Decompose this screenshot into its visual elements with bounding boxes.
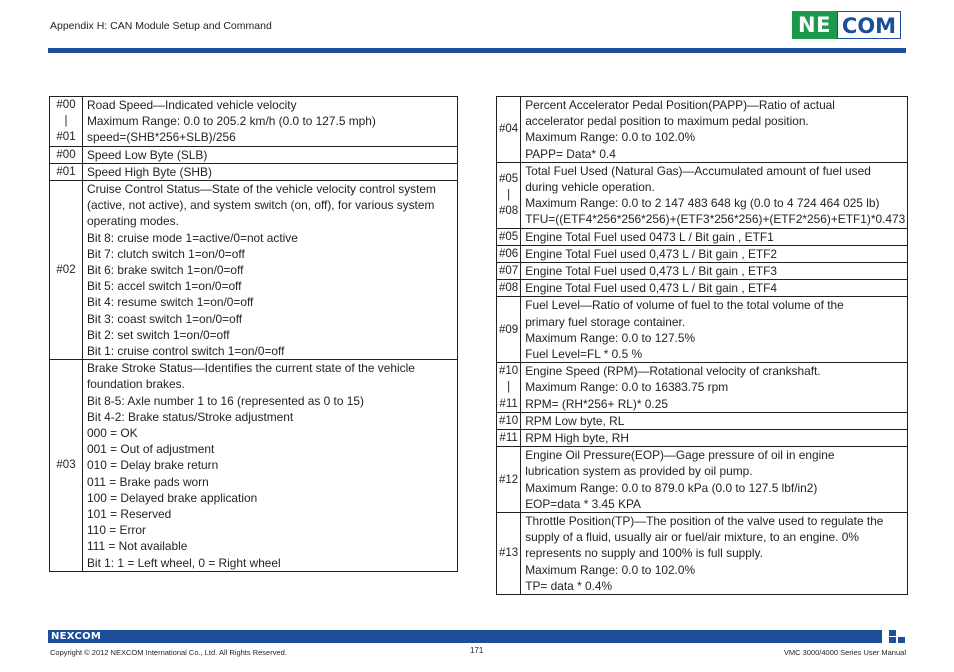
- description-line: Maximum Range: 0.0 to 16383.75 rpm: [525, 380, 729, 395]
- description-line: Engine Oil Pressure(EOP)—Gage pressure of oil in engine: [525, 448, 835, 463]
- description-line: lubrication system as provided by oil pump.: [525, 464, 753, 479]
- description-line: Bit 5: accel switch 1=on/0=off: [87, 279, 242, 294]
- manual-name: VMC 3000/4000 Series User Manual: [783, 648, 906, 657]
- table-row: [497, 363, 908, 413]
- description-line: Bit 1: 1 = Left wheel, 0 = Right wheel: [87, 555, 281, 570]
- byte-id: #06: [499, 247, 519, 260]
- description-line: 001 = Out of adjustment: [87, 442, 215, 457]
- description-line: Bit 1: cruise control switch 1=on/0=off: [87, 344, 285, 359]
- byte-id: #00: [56, 148, 76, 161]
- description-line: Bit 2: set switch 1=on/0=off: [87, 327, 230, 342]
- description-cell: [83, 163, 458, 180]
- description-line: Fuel Level=FL * 0.5 %: [525, 347, 643, 362]
- byte-id: #10: [499, 365, 519, 378]
- table-row: [497, 297, 908, 363]
- byte-id-cell: [497, 297, 521, 363]
- description-cell: [521, 412, 908, 429]
- description-cell: [521, 280, 908, 297]
- byte-id: #08: [499, 282, 519, 295]
- byte-id: #04: [499, 123, 519, 136]
- description-line: Maximum Range: 0.0 to 205.2 km/h (0.0 to 127.5 mph): [87, 114, 376, 129]
- description-cell: [83, 360, 458, 572]
- description-cell: [521, 263, 908, 280]
- byte-id: #05: [499, 230, 519, 243]
- description-line: Bit 7: clutch switch 1=on/0=off: [87, 246, 245, 261]
- description-line: Total Fuel Used (Natural Gas)—Accumulated amount of fuel used: [525, 163, 871, 178]
- description-cell: [521, 447, 908, 513]
- copyright-text: Copyright © 2012 NEXCOM International Co., Ltd. All Rights Reserved.: [50, 648, 287, 657]
- logo-text-ne: NE: [792, 11, 837, 39]
- description-cell: [521, 513, 908, 595]
- byte-id: #13: [499, 547, 519, 560]
- description-line: represents no supply and 100% is full supply.: [525, 546, 763, 561]
- byte-id: #01: [56, 165, 76, 178]
- description-line: Engine Total Fuel used 0473 L / Bit gain , ETF1: [525, 229, 774, 244]
- description-line: 100 = Delayed brake application: [87, 490, 258, 505]
- description-line: Fuel Level—Ratio of volume of fuel to the total volume of the: [525, 298, 844, 313]
- description-line: PAPP= Data* 0.4: [525, 146, 616, 161]
- table-row: [497, 430, 908, 447]
- table-row: [497, 245, 908, 262]
- description-line: TP= data * 0.4%: [525, 578, 613, 593]
- footer-squares-icon: [889, 630, 906, 644]
- description-line: Bit 4: resume switch 1=on/0=off: [87, 295, 254, 310]
- description-line: Engine Speed (RPM)—Rotational velocity of crankshaft.: [525, 364, 821, 379]
- byte-id-cell: [497, 363, 521, 413]
- table-row: [497, 280, 908, 297]
- description-line: accelerator pedal position to maximum pedal position.: [525, 114, 809, 129]
- description-line: 011 = Brake pads worn: [87, 474, 209, 489]
- table-row: [50, 181, 458, 360]
- description-line: Maximum Range: 0.0 to 102.0%: [525, 562, 696, 577]
- byte-id-cell: [497, 280, 521, 297]
- description-line: Cruise Control Status—State of the vehicle velocity control system: [87, 182, 436, 197]
- nexcom-logo: [792, 11, 907, 39]
- description-line: Maximum Range: 0.0 to 2 147 483 648 kg (0.0 to 4 724 464 025 lb): [525, 196, 880, 211]
- byte-id: #05: [499, 172, 519, 185]
- description-line: foundation brakes.: [87, 377, 185, 392]
- byte-id: #11: [499, 432, 518, 445]
- description-line: Maximum Range: 0.0 to 102.0%: [525, 130, 696, 145]
- description-line: 000 = OK: [87, 426, 138, 441]
- page-number: 171: [470, 646, 484, 655]
- byte-id: #02: [56, 264, 76, 277]
- byte-id-cell: [50, 360, 83, 572]
- byte-id-cell: [50, 97, 83, 147]
- table-row: [497, 162, 908, 228]
- footer-logo: NEXCOM: [51, 631, 102, 642]
- table-row: [50, 97, 458, 147]
- description-cell: [521, 97, 908, 163]
- description-line: RPM Low byte, RL: [525, 413, 625, 428]
- description-cell: [521, 162, 908, 228]
- description-line: Maximum Range: 0.0 to 127.5%: [525, 330, 696, 345]
- table-row: [497, 228, 908, 245]
- description-cell: [83, 97, 458, 147]
- table-row: [50, 163, 458, 180]
- byte-id-cell: [50, 181, 83, 360]
- description-line: Maximum Range: 0.0 to 879.0 kPa (0.0 to 127.5 lbf/in2): [525, 480, 818, 495]
- byte-id-cell: [497, 97, 521, 163]
- byte-id-cell: [497, 263, 521, 280]
- description-line: Throttle Position(TP)—The position of the valve used to regulate the: [525, 514, 884, 529]
- byte-id: #08: [499, 205, 519, 218]
- description-line: 010 = Delay brake return: [87, 458, 219, 473]
- description-line: Engine Total Fuel used 0,473 L / Bit gain , ETF2: [525, 246, 778, 261]
- description-line: Brake Stroke Status—Identifies the current state of the vehicle: [87, 361, 415, 376]
- logo-text-com: COM: [837, 11, 901, 39]
- description-line: Engine Total Fuel used 0,473 L / Bit gain , ETF4: [525, 281, 778, 296]
- byte-id: #11: [499, 397, 518, 410]
- description-line: Percent Accelerator Pedal Position(PAPP)—Ratio of actual: [525, 98, 835, 112]
- byte-id-cell: [497, 245, 521, 262]
- description-line: 111 = Not available: [87, 539, 188, 554]
- byte-id-cell: [497, 162, 521, 228]
- table-row: [50, 146, 458, 163]
- description-line: 110 = Error: [87, 523, 146, 538]
- byte-id: |: [64, 115, 68, 128]
- byte-id: #10: [499, 414, 519, 427]
- description-line: speed=(SHB*256+SLB)/256: [87, 130, 236, 145]
- description-cell: [83, 181, 458, 360]
- description-line: Road Speed—Indicated vehicle velocity: [87, 98, 297, 112]
- description-line: Engine Total Fuel used 0,473 L / Bit gain , ETF3: [525, 264, 778, 279]
- section-title: Appendix H: CAN Module Setup and Command: [50, 20, 272, 32]
- description-line: Bit 3: coast switch 1=on/0=off: [87, 311, 243, 326]
- byte-id: |: [507, 189, 511, 202]
- description-line: Speed Low Byte (SLB): [87, 147, 208, 162]
- byte-id: #01: [56, 131, 76, 144]
- table-row: [50, 360, 458, 572]
- description-line: RPM High byte, RH: [525, 431, 629, 446]
- byte-id-cell: [497, 412, 521, 429]
- description-line: supply of a fluid, usually air or fuel/air mixture, to an engine. 0%: [525, 530, 859, 545]
- description-cell: [521, 245, 908, 262]
- description-line: EOP=data * 3.45 KPA: [525, 496, 641, 511]
- description-line: Bit 4-2: Brake status/Stroke adjustment: [87, 409, 294, 424]
- byte-id-cell: [497, 513, 521, 595]
- footer-bar: [48, 630, 882, 643]
- byte-id-cell: [50, 163, 83, 180]
- description-line: primary fuel storage container.: [525, 314, 686, 329]
- description-line: 101 = Reserved: [87, 507, 172, 522]
- description-line: Bit 8-5: Axle number 1 to 16 (represented as 0 to 15): [87, 393, 364, 408]
- description-line: TFU=((ETF4*256*256*256)+(ETF3*256*256)+(ETF2*256)+ETF1)*0.473: [525, 212, 906, 227]
- description-line: Bit 8: cruise mode 1=active/0=not active: [87, 230, 298, 245]
- table-row: [497, 263, 908, 280]
- description-line: Bit 6: brake switch 1=on/0=off: [87, 263, 244, 278]
- description-cell: [521, 430, 908, 447]
- description-cell: [521, 363, 908, 413]
- description-line: during vehicle operation.: [525, 180, 655, 195]
- table-row: [497, 97, 908, 163]
- table-row: [497, 412, 908, 429]
- header-rule: [48, 48, 906, 53]
- can-command-table-right: [496, 96, 908, 595]
- byte-id-cell: [497, 228, 521, 245]
- byte-id: |: [507, 381, 511, 394]
- byte-id: #09: [499, 323, 519, 336]
- description-line: (active, not active), and system switch (on, off), for various system: [87, 198, 435, 213]
- description-cell: [521, 297, 908, 363]
- description-line: operating modes.: [87, 214, 179, 229]
- byte-id: #12: [499, 473, 519, 486]
- table-row: [497, 513, 908, 595]
- can-command-table-left: [49, 96, 458, 572]
- byte-id-cell: [497, 430, 521, 447]
- table-row: [497, 447, 908, 513]
- description-line: RPM= (RH*256+ RL)* 0.25: [525, 396, 668, 411]
- description-cell: [521, 228, 908, 245]
- byte-id-cell: [497, 447, 521, 513]
- description-line: Speed High Byte (SHB): [87, 164, 212, 179]
- byte-id: #03: [56, 459, 76, 472]
- byte-id: #00: [56, 99, 76, 111]
- byte-id: #07: [499, 265, 519, 278]
- byte-id-cell: [50, 146, 83, 163]
- description-cell: [83, 146, 458, 163]
